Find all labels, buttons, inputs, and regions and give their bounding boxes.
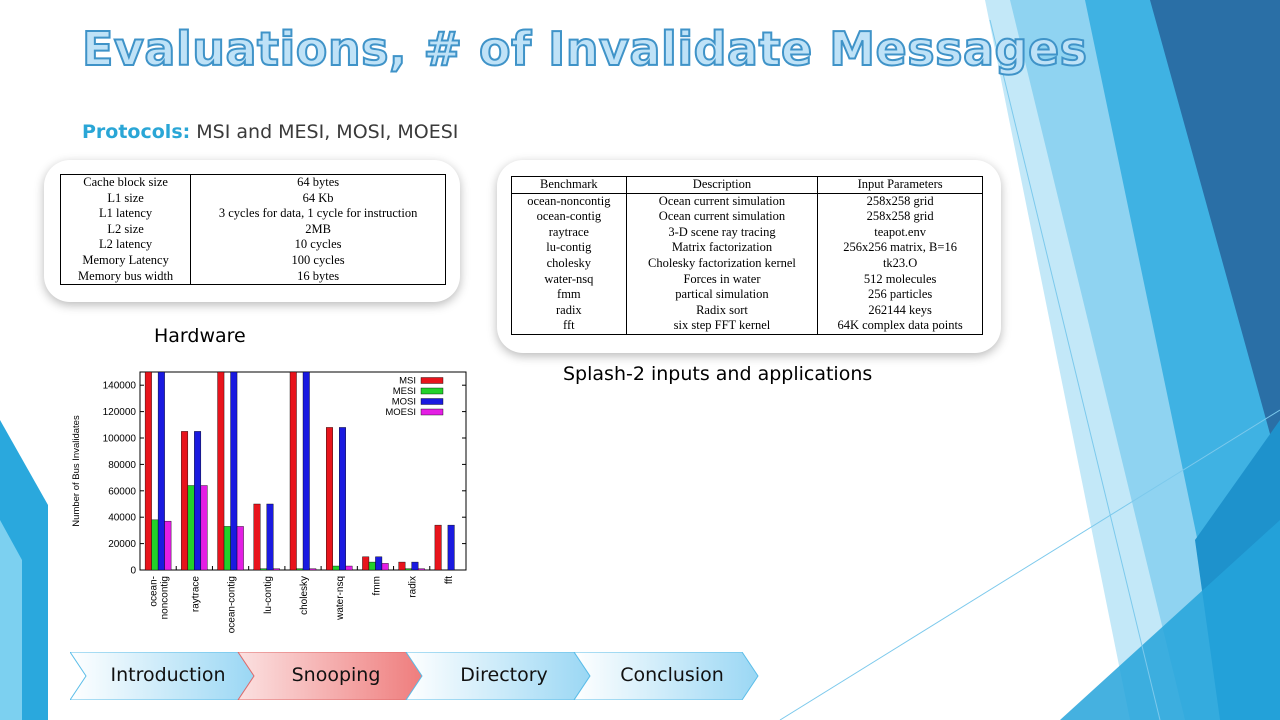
- table-row: [61, 191, 446, 207]
- table-header-row: [512, 177, 983, 194]
- table-row: [512, 209, 983, 225]
- y-tick-label: 100000: [102, 433, 136, 445]
- y-tick-label: 60000: [108, 486, 136, 498]
- legend-swatch: [421, 378, 443, 384]
- x-category-label: raytrace: [190, 576, 202, 613]
- table-row: [512, 272, 983, 288]
- benchmark-name: lu-contig: [512, 240, 627, 256]
- splash-table: [511, 176, 983, 335]
- protocols-text: MSI and MESI, MOSI, MOESI: [196, 121, 459, 143]
- table-row: [61, 175, 446, 191]
- bar-msi: [362, 557, 369, 570]
- benchmark-description: Matrix factorization: [626, 240, 818, 256]
- legend-label: MOESI: [385, 407, 416, 418]
- y-axis-label: Number of Bus Invalidates: [71, 415, 82, 527]
- bar-mesi: [333, 566, 340, 570]
- x-category-label: noncontig: [159, 576, 171, 620]
- hardware-param: Cache block size: [61, 175, 191, 191]
- legend-label: MESI: [392, 386, 416, 397]
- benchmark-description: Ocean current simulation: [626, 193, 818, 209]
- hardware-table-card: [44, 160, 460, 302]
- benchmark-name: fft: [512, 318, 627, 334]
- legend-swatch: [421, 388, 443, 394]
- x-category-label: ocean-contig: [226, 576, 238, 634]
- x-category-label: water-nsq: [335, 576, 347, 620]
- bar-mesi: [297, 569, 304, 570]
- benchmark-input: 512 molecules: [818, 272, 983, 288]
- y-tick-label: 20000: [108, 539, 136, 551]
- legend-swatch: [421, 399, 443, 405]
- benchmark-description: six step FFT kernel: [626, 318, 818, 334]
- y-tick-label: 140000: [102, 380, 136, 392]
- hardware-value: 2MB: [191, 222, 446, 238]
- legend-swatch: [421, 409, 443, 415]
- hardware-table: [60, 174, 446, 285]
- benchmark-input: 262144 keys: [818, 303, 983, 319]
- bar-mesi: [405, 569, 412, 570]
- bar-mosi: [412, 562, 419, 570]
- bar-mosi: [194, 431, 201, 570]
- table-row: [512, 225, 983, 241]
- nav-item-directory[interactable]: Directory: [460, 664, 548, 686]
- slide-title: Evaluations, # of Invalidate Messages: [82, 22, 1088, 76]
- x-category-label: lu-contig: [262, 576, 274, 614]
- bar-mesi: [188, 486, 195, 570]
- splash-caption: Splash-2 inputs and applications: [563, 363, 873, 385]
- bar-mosi: [267, 504, 274, 570]
- bar-msi: [399, 562, 406, 570]
- bar-msi: [218, 372, 225, 570]
- section-navigation: [70, 652, 770, 700]
- benchmark-input: 64K complex data points: [818, 318, 983, 334]
- benchmark-name: cholesky: [512, 256, 627, 272]
- benchmark-name: raytrace: [512, 225, 627, 241]
- bar-mesi: [152, 520, 159, 570]
- hardware-param: L2 latency: [61, 237, 191, 253]
- hardware-param: L2 size: [61, 222, 191, 238]
- hardware-value: 10 cycles: [191, 237, 446, 253]
- bar-msi: [290, 372, 297, 570]
- y-tick-label: 40000: [108, 512, 136, 524]
- bar-moesi: [346, 566, 353, 570]
- hardware-value: 16 bytes: [191, 269, 446, 285]
- bar-mesi: [260, 569, 267, 570]
- hardware-param: L1 size: [61, 191, 191, 207]
- hardware-value: 100 cycles: [191, 253, 446, 269]
- bar-mosi: [448, 525, 455, 570]
- y-tick-label: 120000: [102, 407, 136, 419]
- bar-moesi: [273, 569, 280, 570]
- table-row: [61, 222, 446, 238]
- table-row: [512, 318, 983, 334]
- hardware-value: 64 Kb: [191, 191, 446, 207]
- bar-moesi: [310, 569, 317, 570]
- column-header: Description: [626, 177, 818, 194]
- table-row: [61, 253, 446, 269]
- column-header: Benchmark: [512, 177, 627, 194]
- x-category-label: fmm: [371, 576, 383, 596]
- bar-mosi: [158, 372, 165, 570]
- benchmark-description: partical simulation: [626, 287, 818, 303]
- bar-moesi: [418, 569, 425, 570]
- bar-msi: [181, 431, 188, 570]
- benchmark-name: ocean-contig: [512, 209, 627, 225]
- hardware-value: 64 bytes: [191, 175, 446, 191]
- benchmark-name: ocean-noncontig: [512, 193, 627, 209]
- protocols-line: [82, 121, 458, 143]
- table-row: [61, 237, 446, 253]
- hardware-value: 3 cycles for data, 1 cycle for instruction: [191, 206, 446, 222]
- column-header: Input Parameters: [818, 177, 983, 194]
- bar-moesi: [382, 563, 389, 570]
- bar-mosi: [303, 372, 310, 570]
- bar-msi: [145, 372, 152, 570]
- x-category-label: cholesky: [299, 576, 310, 615]
- hardware-param: Memory bus width: [61, 269, 191, 285]
- bar-msi: [254, 504, 261, 570]
- benchmark-input: 256x256 matrix, B=16: [818, 240, 983, 256]
- hardware-param: Memory Latency: [61, 253, 191, 269]
- table-row: [512, 193, 983, 209]
- hardware-param: L1 latency: [61, 206, 191, 222]
- bar-msi: [435, 525, 442, 570]
- benchmark-description: Radix sort: [626, 303, 818, 319]
- bar-mosi: [231, 372, 238, 570]
- table-row: [512, 303, 983, 319]
- benchmark-name: water-nsq: [512, 272, 627, 288]
- table-row: [512, 287, 983, 303]
- splash-table-card: [497, 160, 1001, 353]
- benchmark-input: 256 particles: [818, 287, 983, 303]
- table-row: [61, 269, 446, 285]
- benchmark-description: Cholesky factorization kernel: [626, 256, 818, 272]
- x-category-label: ocean-: [148, 576, 160, 607]
- bus-invalidates-chart: [66, 362, 476, 647]
- benchmark-name: fmm: [512, 287, 627, 303]
- nav-item-introduction[interactable]: Introduction: [110, 664, 226, 686]
- y-tick-label: 0: [130, 565, 136, 577]
- nav-item-conclusion[interactable]: Conclusion: [620, 664, 724, 686]
- legend-label: MSI: [399, 375, 416, 387]
- bar-moesi: [237, 526, 244, 570]
- table-row: [512, 256, 983, 272]
- benchmark-description: Ocean current simulation: [626, 209, 818, 225]
- bar-moesi: [165, 521, 172, 570]
- x-category-label: radix: [407, 576, 419, 598]
- bar-msi: [326, 427, 333, 570]
- bar-mesi: [224, 526, 231, 570]
- bar-mosi: [375, 557, 382, 570]
- benchmark-input: 258x258 grid: [818, 209, 983, 225]
- table-row: [61, 206, 446, 222]
- benchmark-input: tk23.O: [818, 256, 983, 272]
- benchmark-input: teapot.env: [818, 225, 983, 241]
- bar-moesi: [201, 486, 208, 570]
- x-category-label: fft: [443, 576, 455, 585]
- benchmark-input: 258x258 grid: [818, 193, 983, 209]
- bar-mosi: [339, 427, 346, 570]
- hardware-caption: Hardware: [154, 325, 246, 347]
- legend-label: MOSI: [391, 396, 416, 408]
- nav-item-snooping[interactable]: Snooping: [291, 664, 381, 686]
- bar-mesi: [369, 562, 376, 570]
- table-row: [512, 240, 983, 256]
- benchmark-description: Forces in water: [626, 272, 818, 288]
- y-tick-label: 80000: [108, 459, 136, 471]
- protocols-label: Protocols:: [82, 121, 191, 143]
- benchmark-description: 3-D scene ray tracing: [626, 225, 818, 241]
- benchmark-name: radix: [512, 303, 627, 319]
